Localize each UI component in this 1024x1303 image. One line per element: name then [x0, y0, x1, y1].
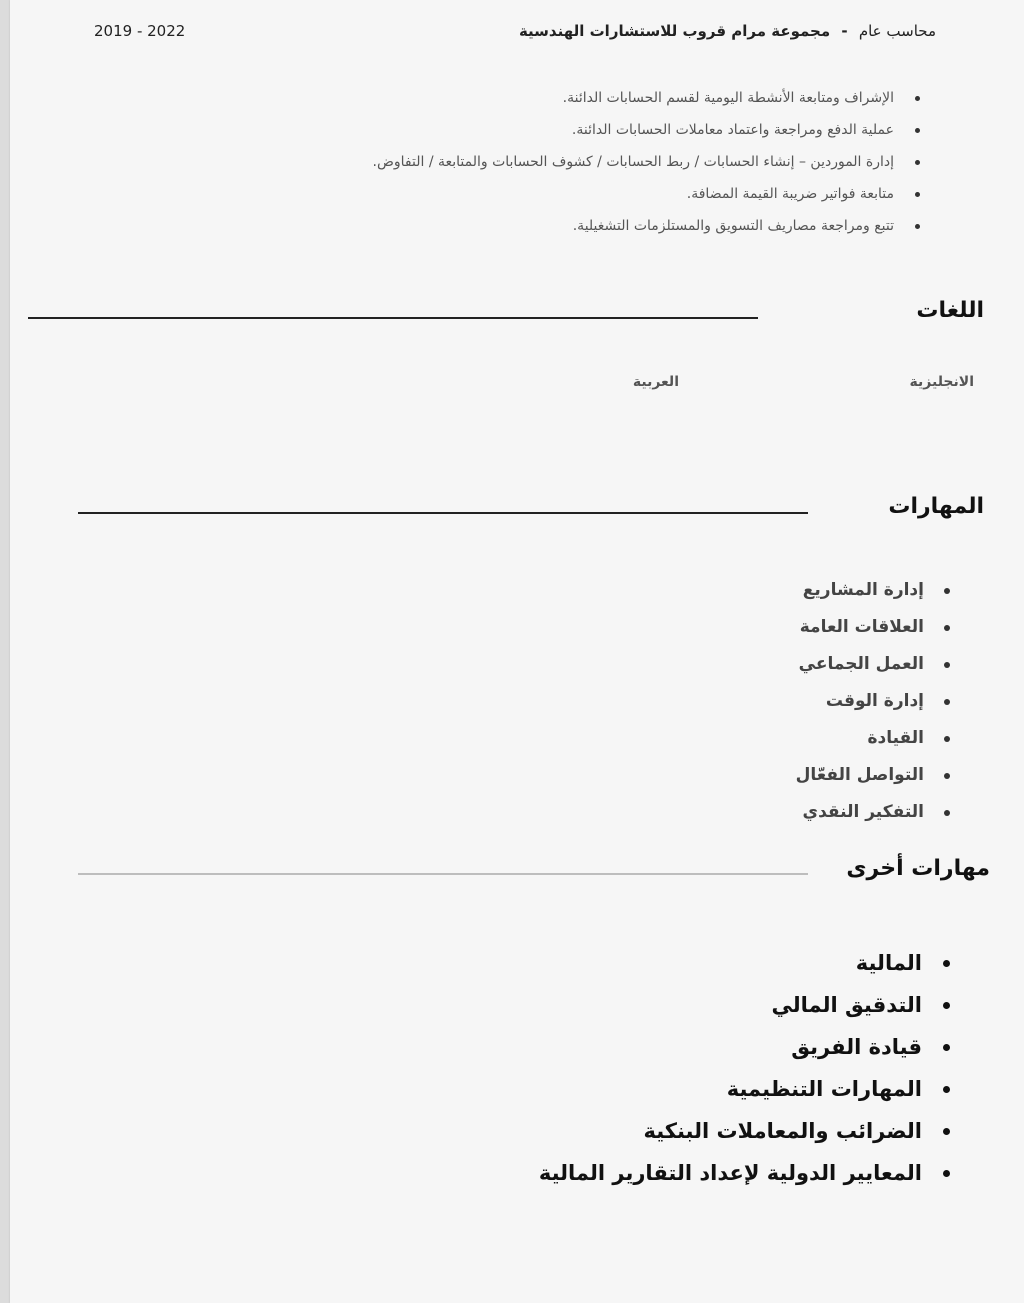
skills-title: المهارات	[888, 494, 984, 519]
language-english: الانجليزية	[909, 374, 974, 390]
list-item: التدقيق المالي	[539, 988, 922, 1030]
job-heading	[519, 22, 936, 40]
list-item: الضرائب والمعاملات البنكية	[539, 1114, 922, 1156]
list-item: المالية	[539, 946, 922, 988]
list-item: عملية الدفع ومراجعة واعتماد معاملات الحسابات الدائنة.	[373, 118, 895, 150]
other-skills-list	[539, 946, 922, 1198]
list-item: المعايير الدولية لإعداد التقارير المالية	[539, 1156, 922, 1198]
other-skills-divider	[78, 873, 808, 875]
list-item: إدارة الموردين – إنشاء الحسابات / ربط الحسابات / كشوف الحسابات والمتابعة / التفاوض.	[373, 150, 895, 182]
job-separator: -	[841, 22, 848, 40]
job-company: مجموعة مرام قروب للاستشارات الهندسية	[518, 22, 831, 40]
skills-divider	[78, 512, 808, 514]
list-item: إدارة الوقت	[796, 687, 924, 724]
list-item: العلاقات العامة	[796, 613, 924, 650]
languages-title: اللغات	[916, 298, 984, 323]
list-item: الإشراف ومتابعة الأنشطة اليومية لقسم الحسابات الدائنة.	[373, 86, 895, 118]
list-item: القيادة	[796, 724, 924, 761]
list-item: العمل الجماعي	[796, 650, 924, 687]
list-item: قيادة الفريق	[539, 1030, 922, 1072]
list-item: المهارات التنظيمية	[539, 1072, 922, 1114]
other-skills-title: مهارات أخرى	[846, 856, 990, 881]
resume-page	[10, 0, 1024, 1303]
list-item: متابعة فواتير ضريبة القيمة المضافة.	[373, 182, 895, 214]
list-item: التواصل الفعّال	[796, 761, 924, 798]
job-role: محاسب عام	[858, 22, 936, 40]
list-item: إدارة المشاريع	[796, 576, 924, 613]
languages-divider	[28, 317, 758, 319]
language-arabic: العربية	[632, 374, 679, 390]
job-dates: 2019 - 2022	[94, 22, 186, 40]
duties-list	[373, 86, 895, 246]
skills-list	[796, 576, 924, 835]
list-item: تتبع ومراجعة مصاريف التسويق والمستلزمات التشغيلية.	[373, 214, 895, 246]
list-item: التفكير النقدي	[796, 798, 924, 835]
